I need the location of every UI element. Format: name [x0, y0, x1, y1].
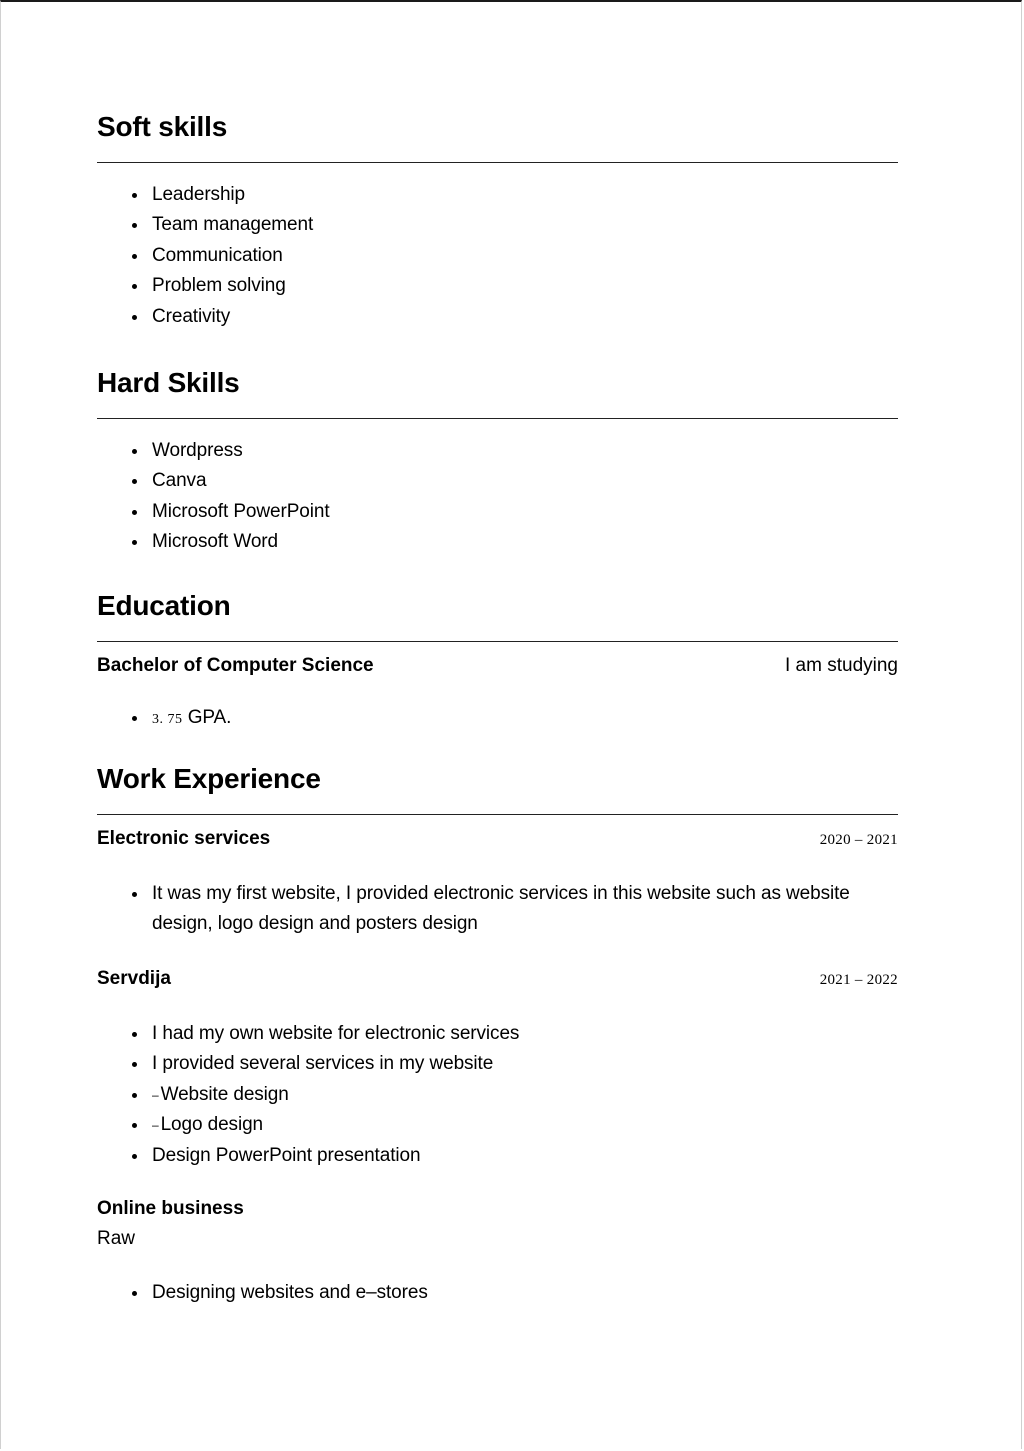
job-entry-header	[97, 967, 898, 992]
list-item-text: Logo design	[160, 1114, 264, 1136]
education-status: I am studying	[785, 654, 898, 676]
dash-prefix: –	[152, 1087, 159, 1102]
work-experience-section	[97, 762, 898, 1308]
list-item: Microsoft Word	[152, 527, 898, 557]
job-entry	[97, 1197, 898, 1308]
job-title: Electronic services	[97, 828, 271, 850]
section-divider	[97, 814, 898, 815]
section-title-hard-skills: Hard Skills	[97, 367, 240, 399]
job-bullets	[97, 879, 898, 940]
job-entry-header	[97, 1197, 898, 1221]
education-details-list	[97, 703, 898, 735]
job-dates: 2020 – 2021	[819, 832, 898, 849]
list-item: Creativity	[152, 302, 898, 332]
list-item: Microsoft PowerPoint	[152, 497, 898, 527]
list-item: It was my first website, I provided electronic services in this website such as website design, logo design and posters design	[152, 879, 898, 940]
section-divider	[97, 418, 898, 419]
section-divider	[97, 641, 898, 642]
job-subtitle: Raw	[97, 1227, 136, 1249]
degree-title: Bachelor of Computer Science	[97, 654, 374, 676]
list-item: I had my own website for electronic services	[152, 1019, 898, 1049]
gpa-value: 3. 75	[152, 711, 183, 727]
job-bullets	[97, 1278, 898, 1308]
education-section	[97, 589, 898, 735]
job-bullets	[97, 1019, 898, 1171]
list-item: Leadership	[152, 180, 898, 210]
soft-skills-section	[97, 110, 898, 332]
list-item	[152, 1080, 898, 1110]
list-item: Communication	[152, 241, 898, 271]
hard-skills-list	[97, 436, 898, 558]
job-title: Servdija	[97, 967, 171, 989]
gpa-label: GPA.	[187, 706, 232, 728]
list-item: Team management	[152, 210, 898, 240]
hard-skills-section	[97, 366, 898, 558]
job-entry	[97, 827, 898, 940]
soft-skills-list	[97, 180, 898, 332]
section-title-soft-skills: Soft skills	[97, 111, 228, 142]
job-entry-header	[97, 827, 898, 852]
job-title: Online business	[97, 1197, 244, 1219]
list-item: Wordpress	[152, 436, 898, 466]
list-item	[152, 703, 898, 735]
section-divider	[97, 162, 898, 163]
list-item: Designing websites and e–stores	[152, 1278, 898, 1308]
job-entry	[97, 967, 898, 1171]
list-item: Problem solving	[152, 271, 898, 301]
education-entry-header	[97, 654, 898, 678]
section-title-education: Education	[97, 589, 231, 621]
dash-prefix: –	[152, 1118, 159, 1133]
section-title-work-experience: Work Experience	[97, 763, 321, 795]
list-item	[152, 1110, 898, 1140]
resume-content	[97, 110, 898, 1308]
job-dates: 2021 – 2022	[819, 971, 898, 988]
list-item: I provided several services in my website	[152, 1049, 898, 1079]
list-item-text: Website design	[160, 1083, 289, 1105]
list-item: Canva	[152, 466, 898, 496]
list-item: Design PowerPoint presentation	[152, 1141, 898, 1171]
